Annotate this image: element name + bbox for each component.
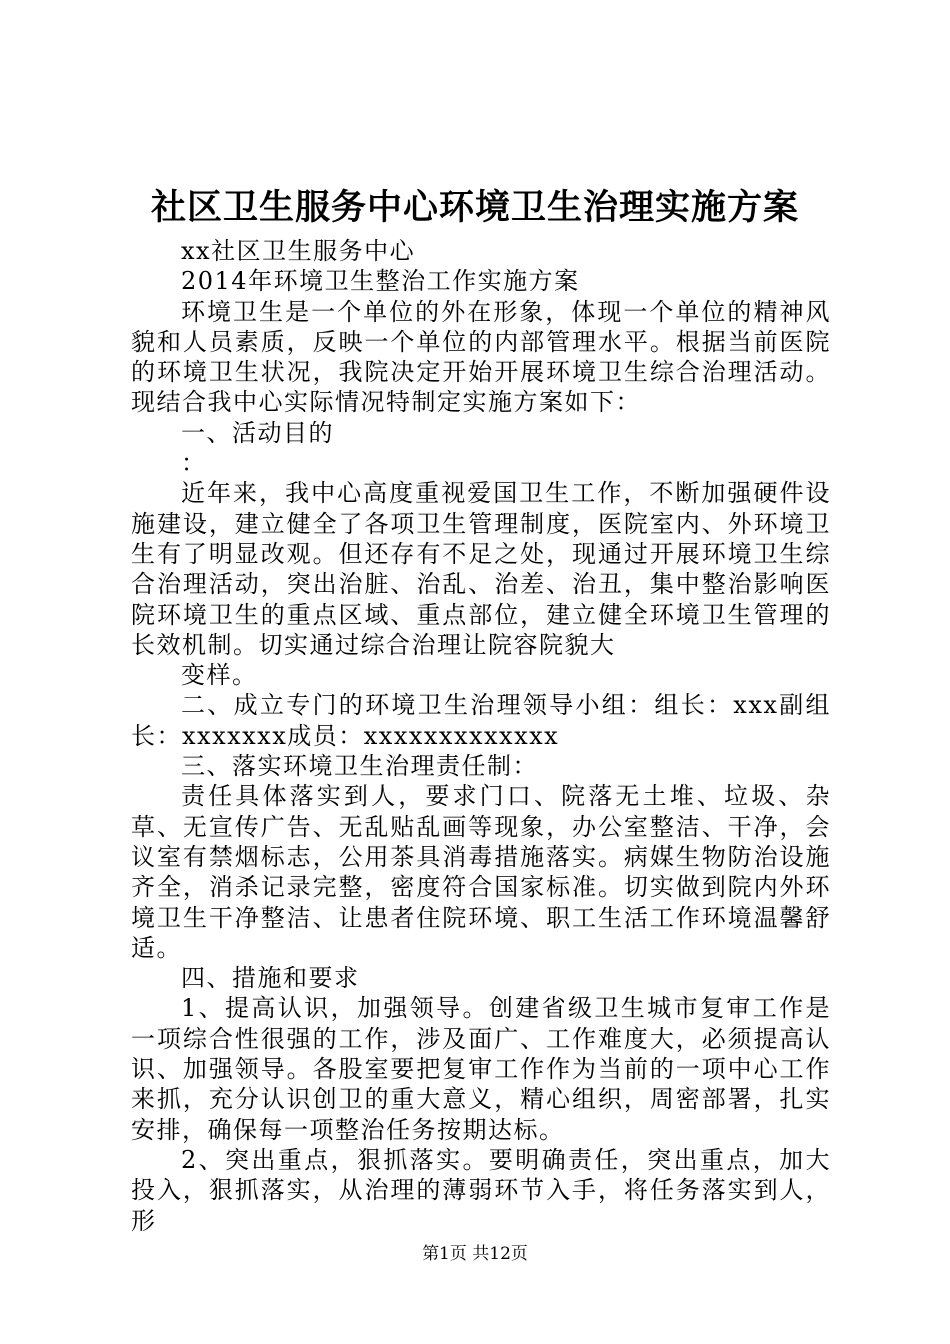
paragraph-org-name: xx社区卫生服务中心 <box>181 237 416 265</box>
paragraph-purpose-end: 变样。 <box>181 661 258 690</box>
section-heading-1: 一、活动目的 <box>181 418 334 447</box>
paragraph-responsibility: 责任具体落实到人，要求门口、院落无土堆、垃圾、杂草、无宣传广告、无乱贴乱画等现象，办公室整洁、干净，会议室有禁烟标志，公用茶具消毒措施落实。病媒生物防治设施齐全，消杀记录完整，密度符合国家标准。切实做到院内外环境卫生干净整洁、让患者住院环境、职工生活工作环境温馨舒适。 <box>131 782 831 962</box>
document-title: 社区卫生服务中心环境卫生治理实施方案 <box>150 187 799 228</box>
section-heading-3: 三、落实环境卫生治理责任制： <box>181 752 538 781</box>
section-heading-4: 四、措施和要求 <box>181 964 360 993</box>
paragraph-measure-2: 2、突出重点，狠抓落实。要明确责任，突出重点，加大投入，狠抓落实，从治理的薄弱环节入手，将任务落实到人，形 <box>131 1145 831 1235</box>
paragraph-measure-1: 1、提高认识，加强领导。创建省级卫生城市复审工作是一项综合性很强的工作，涉及面广、工作难度大，必须提高认识、加强领导。各股室要把复审工作作为当前的一项中心工作来抓，充分认识创卫的重大意义，精心组织，周密部署，扎实安排，确保每一项整治任务按期达标。 <box>131 994 831 1144</box>
section-heading-2: 二、成立专门的环境卫生治理领导小组：组长：xxx副组长：xxxxxxx成员：xxxxxxxxxxxxx <box>131 691 831 750</box>
paragraph-subtitle: 2014年环境卫生整治工作实施方案 <box>181 267 580 296</box>
page-number: 第1页 共12页 <box>422 1244 528 1264</box>
paragraph-purpose: 近年来，我中心高度重视爱国卫生工作，不断加强硬件设施建设，建立健全了各项卫生管理制度，医院室内、外环境卫生有了明显改观。但还存有不足之处，现通过开展环境卫生综合治理活动，突出治脏、治乱、治差、治丑，集中整治影响医院环境卫生的重点区域、重点部位，建立健全环境卫生管理的长效机制。切实通过综合治理让院容院貌大 <box>131 479 831 659</box>
document-body <box>131 236 831 1236</box>
paragraph-intro: 环境卫生是一个单位的外在形象，体现一个单位的精神风貌和人员素质，反映一个单位的内部管理水平。根据当前医院的环境卫生状况，我院决定开始开展环境卫生综合治理活动。现结合我中心实际情况特制定实施方案如下： <box>131 297 831 417</box>
paragraph-colon: ： <box>181 449 207 478</box>
